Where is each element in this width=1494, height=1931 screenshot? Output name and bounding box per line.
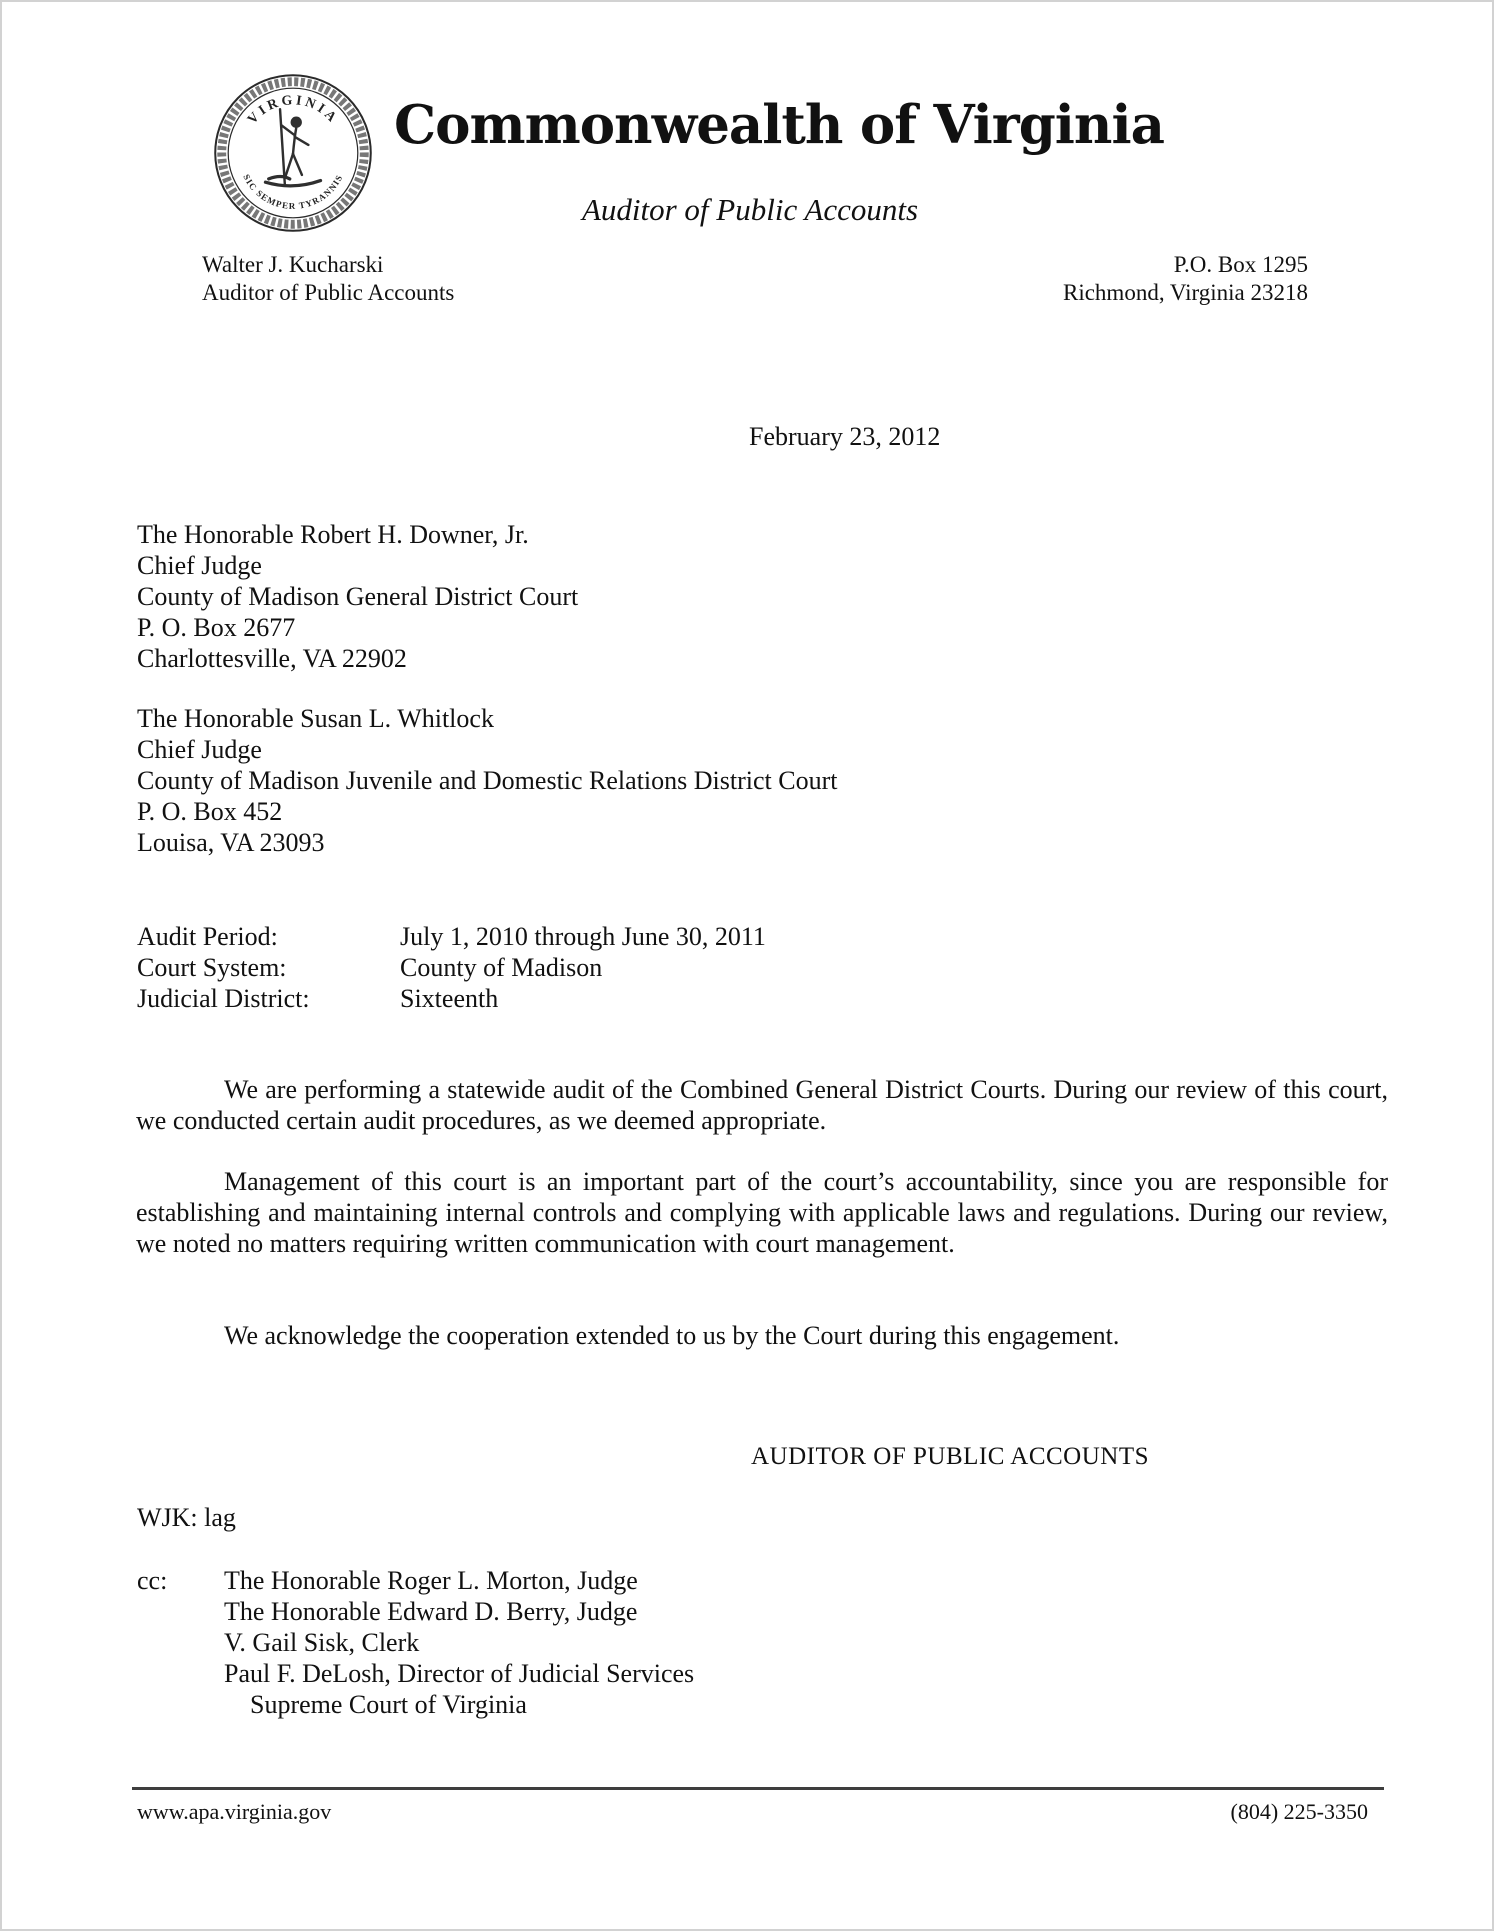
cc-label: cc: [137,1566,168,1595]
cc-entry: Paul F. DeLosh, Director of Judicial Services [224,1659,695,1688]
audit-info-table [137,921,766,1014]
office-address-block [1063,251,1308,307]
footer-website: www.apa.virginia.gov [137,1799,332,1824]
letter-date: February 23, 2012 [749,422,941,451]
recipient-line: Louisa, VA 23093 [137,828,325,857]
footer-divider [132,1787,1384,1790]
recipient-line: County of Madison Juvenile and Domestic Relations District Court [137,766,838,795]
body-paragraph-2: Management of this court is an important part of the court’s accountability, since you are responsible for establishing and maintaining internal controls and complying with applicable laws and regulations. During our review, we noted no matters requiring written communication with court management. [136,1167,1388,1258]
recipient-line: County of Madison General District Court [137,582,579,611]
cc-entries [224,1565,694,1720]
recipient-block-2 [137,703,837,858]
office-po-box: P.O. Box 1295 [1173,252,1308,277]
cc-entry: Supreme Court of Virginia [250,1690,527,1719]
cc-entry: The Honorable Edward D. Berry, Judge [224,1597,638,1626]
seal-graphic [212,72,374,234]
body-paragraph-1: We are performing a statewide audit of the Combined General District Courts. During our review of this court, we conducted certain audit procedures, as we deemed appropriate. [136,1075,1388,1135]
recipient-block-1 [137,519,578,674]
judicial-district-value: Sixteenth [400,984,499,1013]
recipient-line: Chief Judge [137,551,262,580]
audit-info-row [137,983,766,1014]
recipient-line: P. O. Box 452 [137,797,283,826]
court-system-value: County of Madison [400,953,603,982]
virginia-state-seal-icon [212,72,374,234]
auditor-role: Auditor of Public Accounts [202,280,455,305]
recipient-line: P. O. Box 2677 [137,613,296,642]
cc-entry: The Honorable Roger L. Morton, Judge [224,1566,638,1595]
page-subtitle: Auditor of Public Accounts [581,192,919,227]
audit-info-row [137,952,766,983]
court-system-label: Court System: [137,953,287,982]
audit-period-label: Audit Period: [137,922,278,951]
cc-entry: V. Gail Sisk, Clerk [224,1628,420,1657]
body-paragraph-3: We acknowledge the cooperation extended to us by the Court during this engagement. [224,1321,1120,1350]
recipient-line: The Honorable Susan L. Whitlock [137,704,494,733]
recipient-line: Chief Judge [137,735,262,764]
auditor-name-block [202,251,454,307]
reference-initials: WJK: lag [137,1503,236,1532]
cc-block [137,1565,694,1720]
signature-block: AUDITOR OF PUBLIC ACCOUNTS [751,1443,1150,1470]
audit-period-value: July 1, 2010 through June 30, 2011 [400,922,766,951]
office-city: Richmond, Virginia 23218 [1062,280,1308,305]
recipient-line: Charlottesville, VA 22902 [137,644,407,673]
judicial-district-label: Judicial District: [137,984,310,1013]
seal-bottom-text: SIC SEMPER TYRANNIS [241,172,345,211]
seal-top-text: VIRGINIA [244,92,342,127]
audit-info-row [137,921,766,952]
auditor-name: Walter J. Kucharski [202,252,384,277]
page-title: Commonwealth of Virginia [394,94,1164,156]
recipient-line: The Honorable Robert H. Downer, Jr. [137,520,529,549]
footer-phone: (804) 225-3350 [1230,1799,1368,1824]
